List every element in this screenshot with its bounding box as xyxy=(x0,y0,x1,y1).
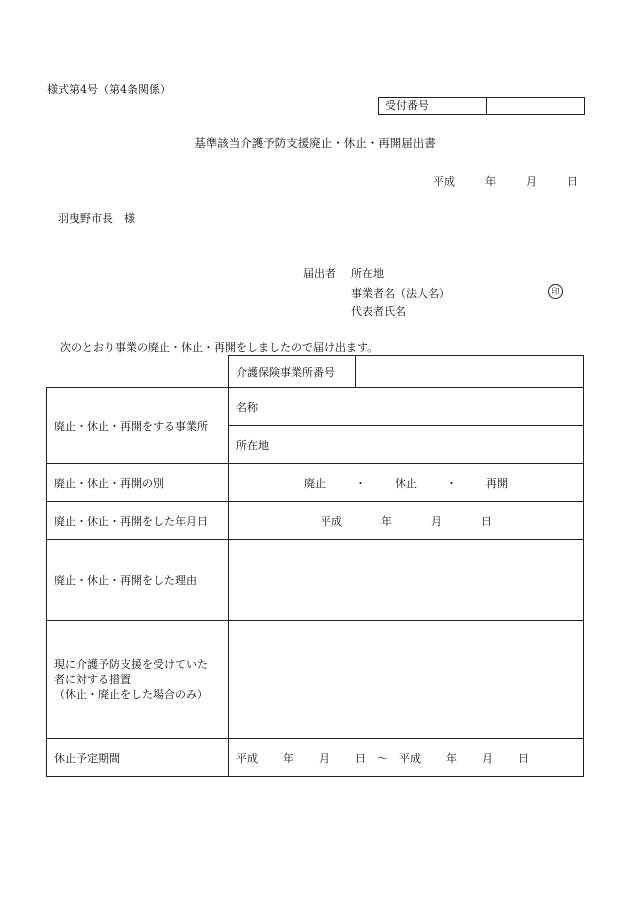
option-resume[interactable]: 再開 xyxy=(486,476,508,490)
action-date-era: 平成 xyxy=(320,514,342,528)
table-row xyxy=(47,356,584,388)
reason-field[interactable] xyxy=(229,540,584,621)
measures-label-line: （休止・廃止をした場合のみ） xyxy=(54,688,208,701)
table-row xyxy=(47,540,584,621)
date-row-label: 廃止・休止・再開をした年月日 xyxy=(47,502,229,540)
period-start-month: 月 xyxy=(319,751,330,765)
office-name-label: 名称 xyxy=(236,400,258,414)
seal-mark: 印 xyxy=(548,284,563,299)
period-start-day: 日 xyxy=(355,751,366,765)
measures-label-line: 者に対する措置 xyxy=(54,673,131,686)
document-title: 基準該当介護予防支援廃止・休止・再開届出書 xyxy=(194,136,436,150)
form-number: 様式第4号（第4条関係） xyxy=(47,83,171,96)
period-tilde: ～ xyxy=(377,751,388,765)
suspension-period-field[interactable] xyxy=(229,739,584,777)
office-number-label: 介護保険事業所番号 xyxy=(229,356,356,388)
date-month: 月 xyxy=(526,175,537,188)
period-start-era: 平成 xyxy=(236,751,258,765)
applicant-label: 届出者 xyxy=(303,267,336,280)
date-year: 年 xyxy=(485,175,496,188)
period-start-year: 年 xyxy=(283,751,294,765)
action-date-month: 月 xyxy=(431,514,442,528)
receipt-number-field[interactable] xyxy=(487,98,584,114)
action-date-field[interactable] xyxy=(229,502,584,540)
measures-field[interactable] xyxy=(229,621,584,739)
office-row-label: 廃止・休止・再開をする事業所 xyxy=(47,388,229,464)
receipt-number-box xyxy=(378,97,585,115)
receipt-number-label: 受付番号 xyxy=(379,98,487,114)
addressee: 羽曳野市長 様 xyxy=(58,212,135,225)
date-era: 平成 xyxy=(433,175,455,188)
blank-corner-cell xyxy=(47,356,229,388)
period-end-day: 日 xyxy=(518,751,529,765)
table-row xyxy=(47,388,584,426)
table-row xyxy=(47,621,584,739)
table-row xyxy=(47,464,584,502)
table-row xyxy=(47,739,584,777)
applicant-address-label: 所在地 xyxy=(351,267,384,280)
submission-date xyxy=(433,173,578,189)
applicant-representative-label: 代表者氏名 xyxy=(351,305,406,318)
type-options xyxy=(229,464,584,502)
date-day: 日 xyxy=(567,175,578,188)
option-separator: ・ xyxy=(446,476,457,490)
period-row-label: 休止予定期間 xyxy=(47,739,229,777)
office-location-label: 所在地 xyxy=(236,438,269,452)
period-end-month: 月 xyxy=(482,751,493,765)
option-abolish[interactable]: 廃止 xyxy=(304,476,326,490)
action-date-day: 日 xyxy=(481,514,492,528)
office-number-field[interactable] xyxy=(356,356,584,388)
period-end-year: 年 xyxy=(446,751,457,765)
measures-row-label xyxy=(47,621,229,739)
intro-text: 次のとおり事業の廃止・休止・再開をしましたので届け出ます。 xyxy=(60,341,379,354)
table-row xyxy=(47,502,584,540)
action-date-year: 年 xyxy=(381,514,392,528)
measures-label-line: 現に介護予防支援を受けていた xyxy=(54,658,208,671)
option-suspend[interactable]: 休止 xyxy=(395,476,417,490)
period-end-era: 平成 xyxy=(399,751,421,765)
type-row-label: 廃止・休止・再開の別 xyxy=(47,464,229,502)
office-name-field[interactable] xyxy=(229,388,584,426)
reason-row-label: 廃止・休止・再開をした理由 xyxy=(47,540,229,621)
option-separator: ・ xyxy=(355,476,366,490)
notification-table xyxy=(46,355,584,777)
office-location-field[interactable] xyxy=(229,426,584,464)
applicant-business-name-label: 事業者名（法人名） xyxy=(351,287,450,300)
